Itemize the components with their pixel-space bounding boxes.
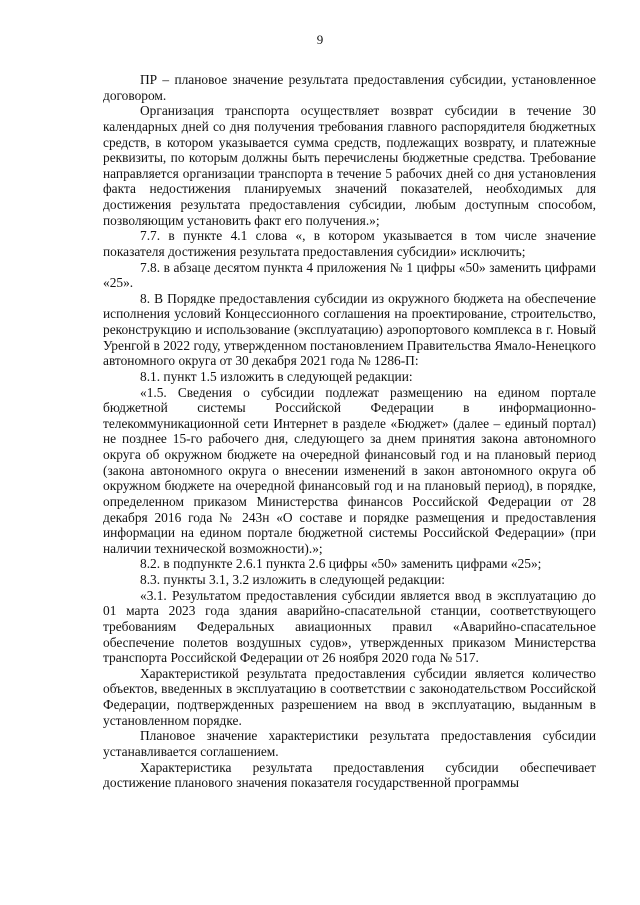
paragraph: 8.3. пункты 3.1, 3.2 изложить в следующей редакции: (140, 572, 446, 587)
paragraph: Организация транспорта осуществляет возврат субсидии в течение 30 календарных дней со дня получения требования главного распорядителя бюджетных средств, в котором указывается сумма средств, подлежащих возврату, и платежные реквизиты, по которым должны быть перечислены бюджетные средства. Требование направляется организации транспорта в течение 5 рабочих дней со дня установления факта недостижения планируемых значений показателей, необходимых для достижения результата предоставления субсидии, любым доступным способом, позволяющим установить факт его получения.»; (103, 103, 596, 228)
page-number: 9 (316, 32, 324, 47)
paragraph: 8. В Порядке предоставления субсидии из окружного бюджета на обеспечение исполнения условий Концессионного соглашения на проектирование, строительство, реконструкцию и использование (эксплуатацию) аэропортового комплекса в г. Новый Уренгой в 2022 году, утвержденном постановлением Правительства Ямало-Ненецкого автономного округа от 30 декабря 2021 года № 1286-П: (103, 290, 596, 369)
paragraph: Характеристикой результата предоставления субсидии является количество объектов, введенных в эксплуатацию в соответствии с законодательством Российской Федерации, подтвержденных разрешением на ввод в эксплуатацию, выданным в установленном порядке. (103, 665, 596, 728)
paragraph: 8.2. в подпункте 2.6.1 пункта 2.6 цифры «50» заменить цифрами «25»; (140, 556, 542, 572)
paragraph: Плановое значение характеристики результата предоставления субсидии устанавливается соглашением. (103, 728, 596, 759)
paragraph: Характеристика результата предоставления субсидии обеспечивает достижение планового значения показателя государственной программы (103, 759, 596, 791)
paragraph: 7.8. в абзаце десятом пункта 4 приложения № 1 цифры «50» заменить цифрами «25». (103, 259, 596, 291)
paragraph: «1.5. Сведения о субсидии подлежат размещению на едином портале бюджетной системы Российской Федерации в информационно-телекоммуникационной сети Интернет в разделе «Бюджет» (далее – единый портал) не позднее 15-го рабочего дня, следующего за днем принятия закона автономного округа об окружном бюджете на очередной финансовый год и на плановый период (закона автономного округа о внесении изменений в закон автономного округа об окружном бюджете на очередной финансовый год и на плановый период), в порядке, определенном приказом Министерства финансов Российской Федерации от 28 декабря 2016 года № 243н «О составе и порядке размещения и предоставления информации на едином портале бюджетной системы Российской Федерации» (при наличии технической возможности).»; (103, 384, 596, 556)
document-body (103, 72, 596, 791)
paragraph: ПР – плановое значение результата предоставления субсидии, установленное договором. (103, 72, 596, 103)
paragraph: 7.7. в пункте 4.1 слова «, в котором указывается в том числе значение показателя достижения результата предоставления субсидии» исключить; (103, 228, 596, 259)
paragraph: «3.1. Результатом предоставления субсидии является ввод в эксплуатацию до 01 марта 2023 года здания аварийно-спасательной станции, соответствующего требованиям Федеральных авиационных правил «Аварийно-спасательное обеспечение полетов воздушных судов», утвержденных приказом Министерства транспорта Российской Федерации от 26 ноября 2020 года № 517. (103, 587, 596, 666)
paragraph: 8.1. пункт 1.5 изложить в следующей редакции: (140, 368, 413, 384)
